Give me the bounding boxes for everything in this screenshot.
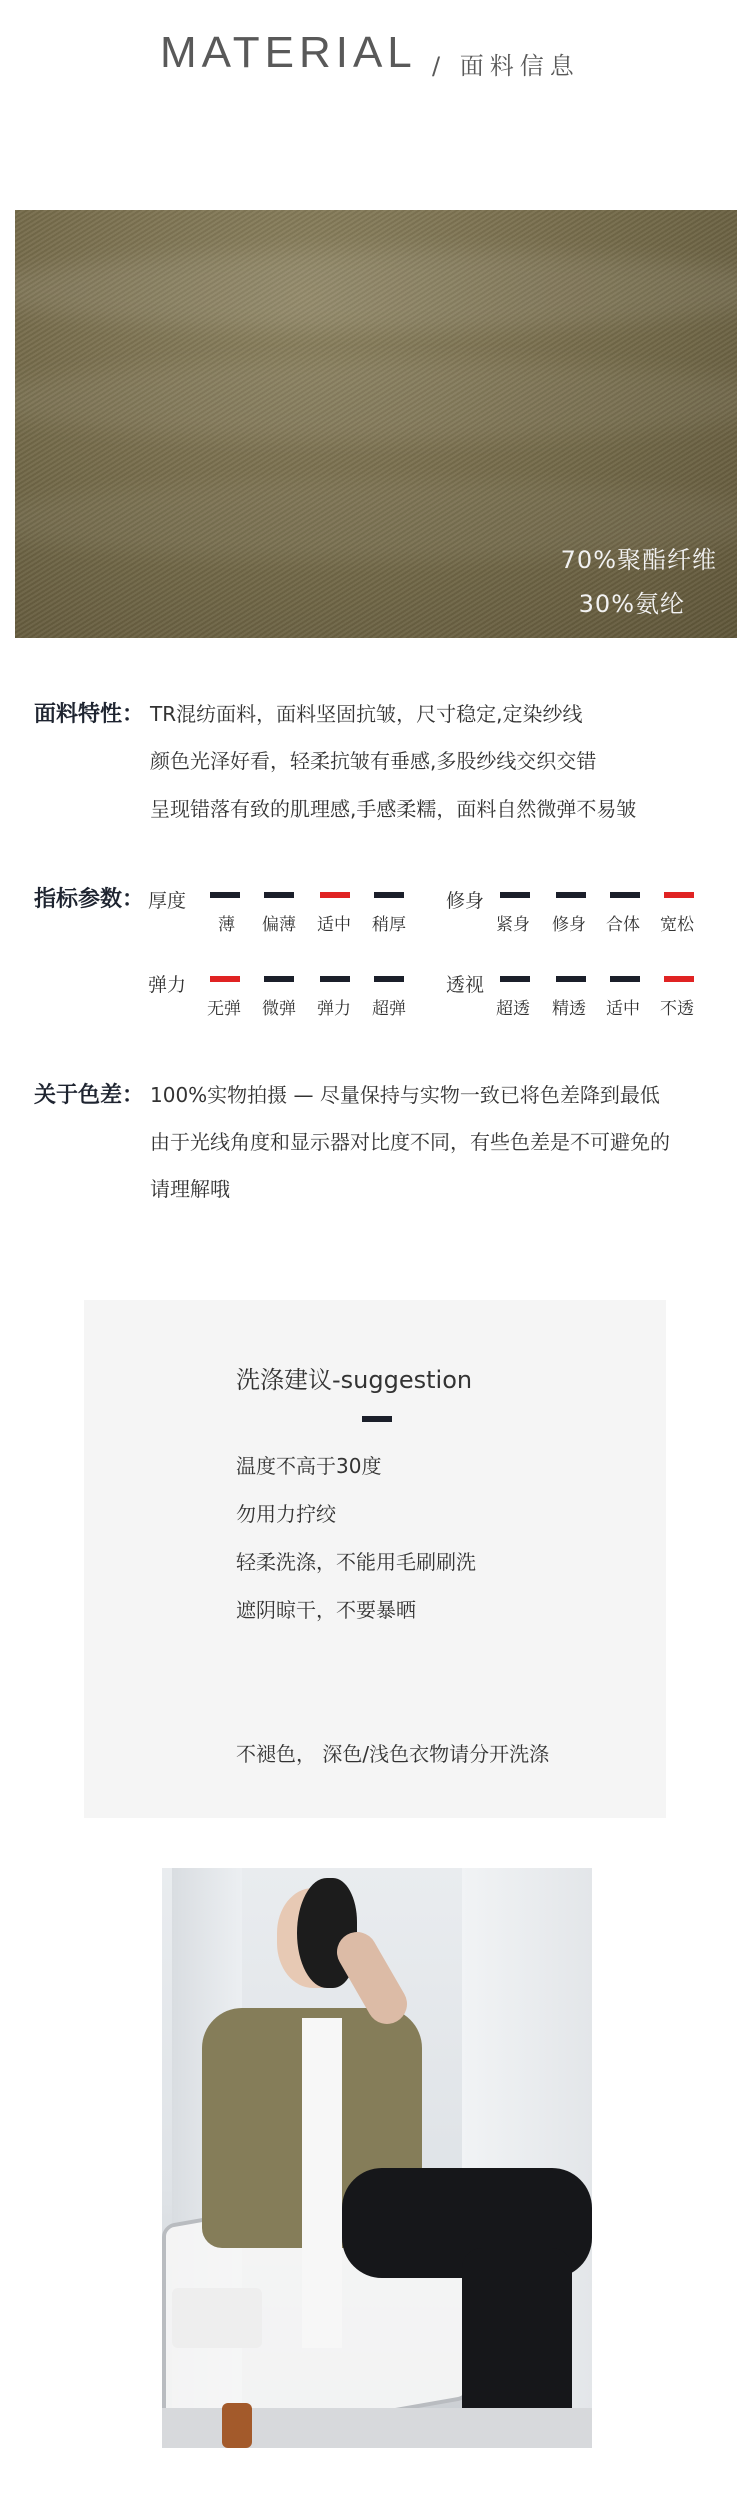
metric-fit-bar-1	[500, 892, 530, 898]
metric-sheerness-bar-2	[556, 976, 586, 982]
metric-sheerness-opt-2: 精透	[552, 999, 586, 1019]
wash-item-3: 轻柔洗涤，不能用毛刷刷洗	[236, 1550, 476, 1574]
metric-sheerness-bar-1	[500, 976, 530, 982]
wash-title: 洗涤建议-suggestion	[236, 1366, 473, 1394]
metric-sheerness-opt-4: 不透	[660, 999, 694, 1019]
features-label: 面料特性：	[34, 702, 145, 727]
color-diff-line-3: 请理解哦	[150, 1177, 230, 1201]
metric-fit-opt-1: 紧身	[496, 915, 530, 935]
features-line-1: TR混纺面料，面料坚固抗皱，尺寸稳定,定染纱线	[150, 702, 583, 726]
wash-item-4: 遮阴晾干，不要暴晒	[236, 1598, 416, 1622]
metric-elasticity-bar-1	[210, 976, 240, 982]
metric-fit-label: 修身	[446, 890, 485, 912]
metric-elasticity-opt-1: 无弹	[207, 999, 241, 1019]
composition-spandex: 30%氨纶	[578, 590, 685, 618]
metric-sheerness-label: 透视	[446, 974, 485, 996]
metric-elasticity-opt-3: 弹力	[317, 999, 351, 1019]
metric-thickness-bar-2	[264, 892, 294, 898]
metric-elasticity-opt-4: 超弹	[372, 999, 406, 1019]
metric-elasticity-opt-2: 微弹	[262, 999, 296, 1019]
metric-thickness-opt-2: 偏薄	[262, 915, 296, 935]
metric-thickness-opt-1: 薄	[218, 915, 235, 935]
composition-polyester: 70%聚酯纤维	[560, 546, 717, 574]
wash-note: 不褪色， 深色/浅色衣物请分开洗涤	[236, 1742, 550, 1766]
metric-fit-opt-3: 合体	[606, 915, 640, 935]
metric-fit-opt-2: 修身	[552, 915, 586, 935]
metrics-label: 指标参数：	[34, 887, 145, 912]
metric-fit-bar-3	[610, 892, 640, 898]
metric-sheerness-opt-1: 超透	[496, 999, 530, 1019]
metric-thickness-bar-4	[374, 892, 404, 898]
color-diff-line-2: 由于光线角度和显示器对比度不同，有些色差是不可避免的	[150, 1130, 670, 1154]
metric-thickness-opt-4: 稍厚	[372, 915, 406, 935]
metric-thickness-bar-1	[210, 892, 240, 898]
wash-item-2: 勿用力拧绞	[236, 1502, 336, 1526]
color-diff-label: 关于色差：	[34, 1083, 145, 1108]
metric-thickness-label: 厚度	[148, 890, 187, 912]
metric-elasticity-bar-3	[320, 976, 350, 982]
wash-divider	[362, 1416, 392, 1422]
wash-suggestion-box	[84, 1300, 666, 1818]
metric-sheerness-opt-3: 适中	[606, 999, 640, 1019]
metric-fit-bar-4	[664, 892, 694, 898]
metric-sheerness-bar-3	[610, 976, 640, 982]
color-diff-line-1: 100%实物拍摄 — 尽量保持与实物一致已将色差降到最低	[150, 1083, 660, 1107]
model-photo	[162, 1868, 592, 2448]
material-subtitle: / 面料信息	[432, 52, 580, 80]
metric-sheerness-bar-4	[664, 976, 694, 982]
metric-thickness-opt-3: 适中	[317, 915, 351, 935]
features-line-3: 呈现错落有致的肌理感,手感柔糯，面料自然微弹不易皱	[150, 797, 637, 821]
metric-elasticity-bar-4	[374, 976, 404, 982]
metric-elasticity-bar-2	[264, 976, 294, 982]
features-line-2: 颜色光泽好看，轻柔抗皱有垂感,多股纱线交织交错	[150, 749, 597, 773]
wash-item-1: 温度不高于30度	[236, 1454, 382, 1478]
metric-elasticity-label: 弹力	[148, 974, 187, 996]
metric-fit-opt-4: 宽松	[660, 915, 694, 935]
material-title: MATERIAL	[160, 28, 417, 77]
metric-fit-bar-2	[556, 892, 586, 898]
metric-thickness-bar-3	[320, 892, 350, 898]
fabric-image	[15, 210, 737, 638]
